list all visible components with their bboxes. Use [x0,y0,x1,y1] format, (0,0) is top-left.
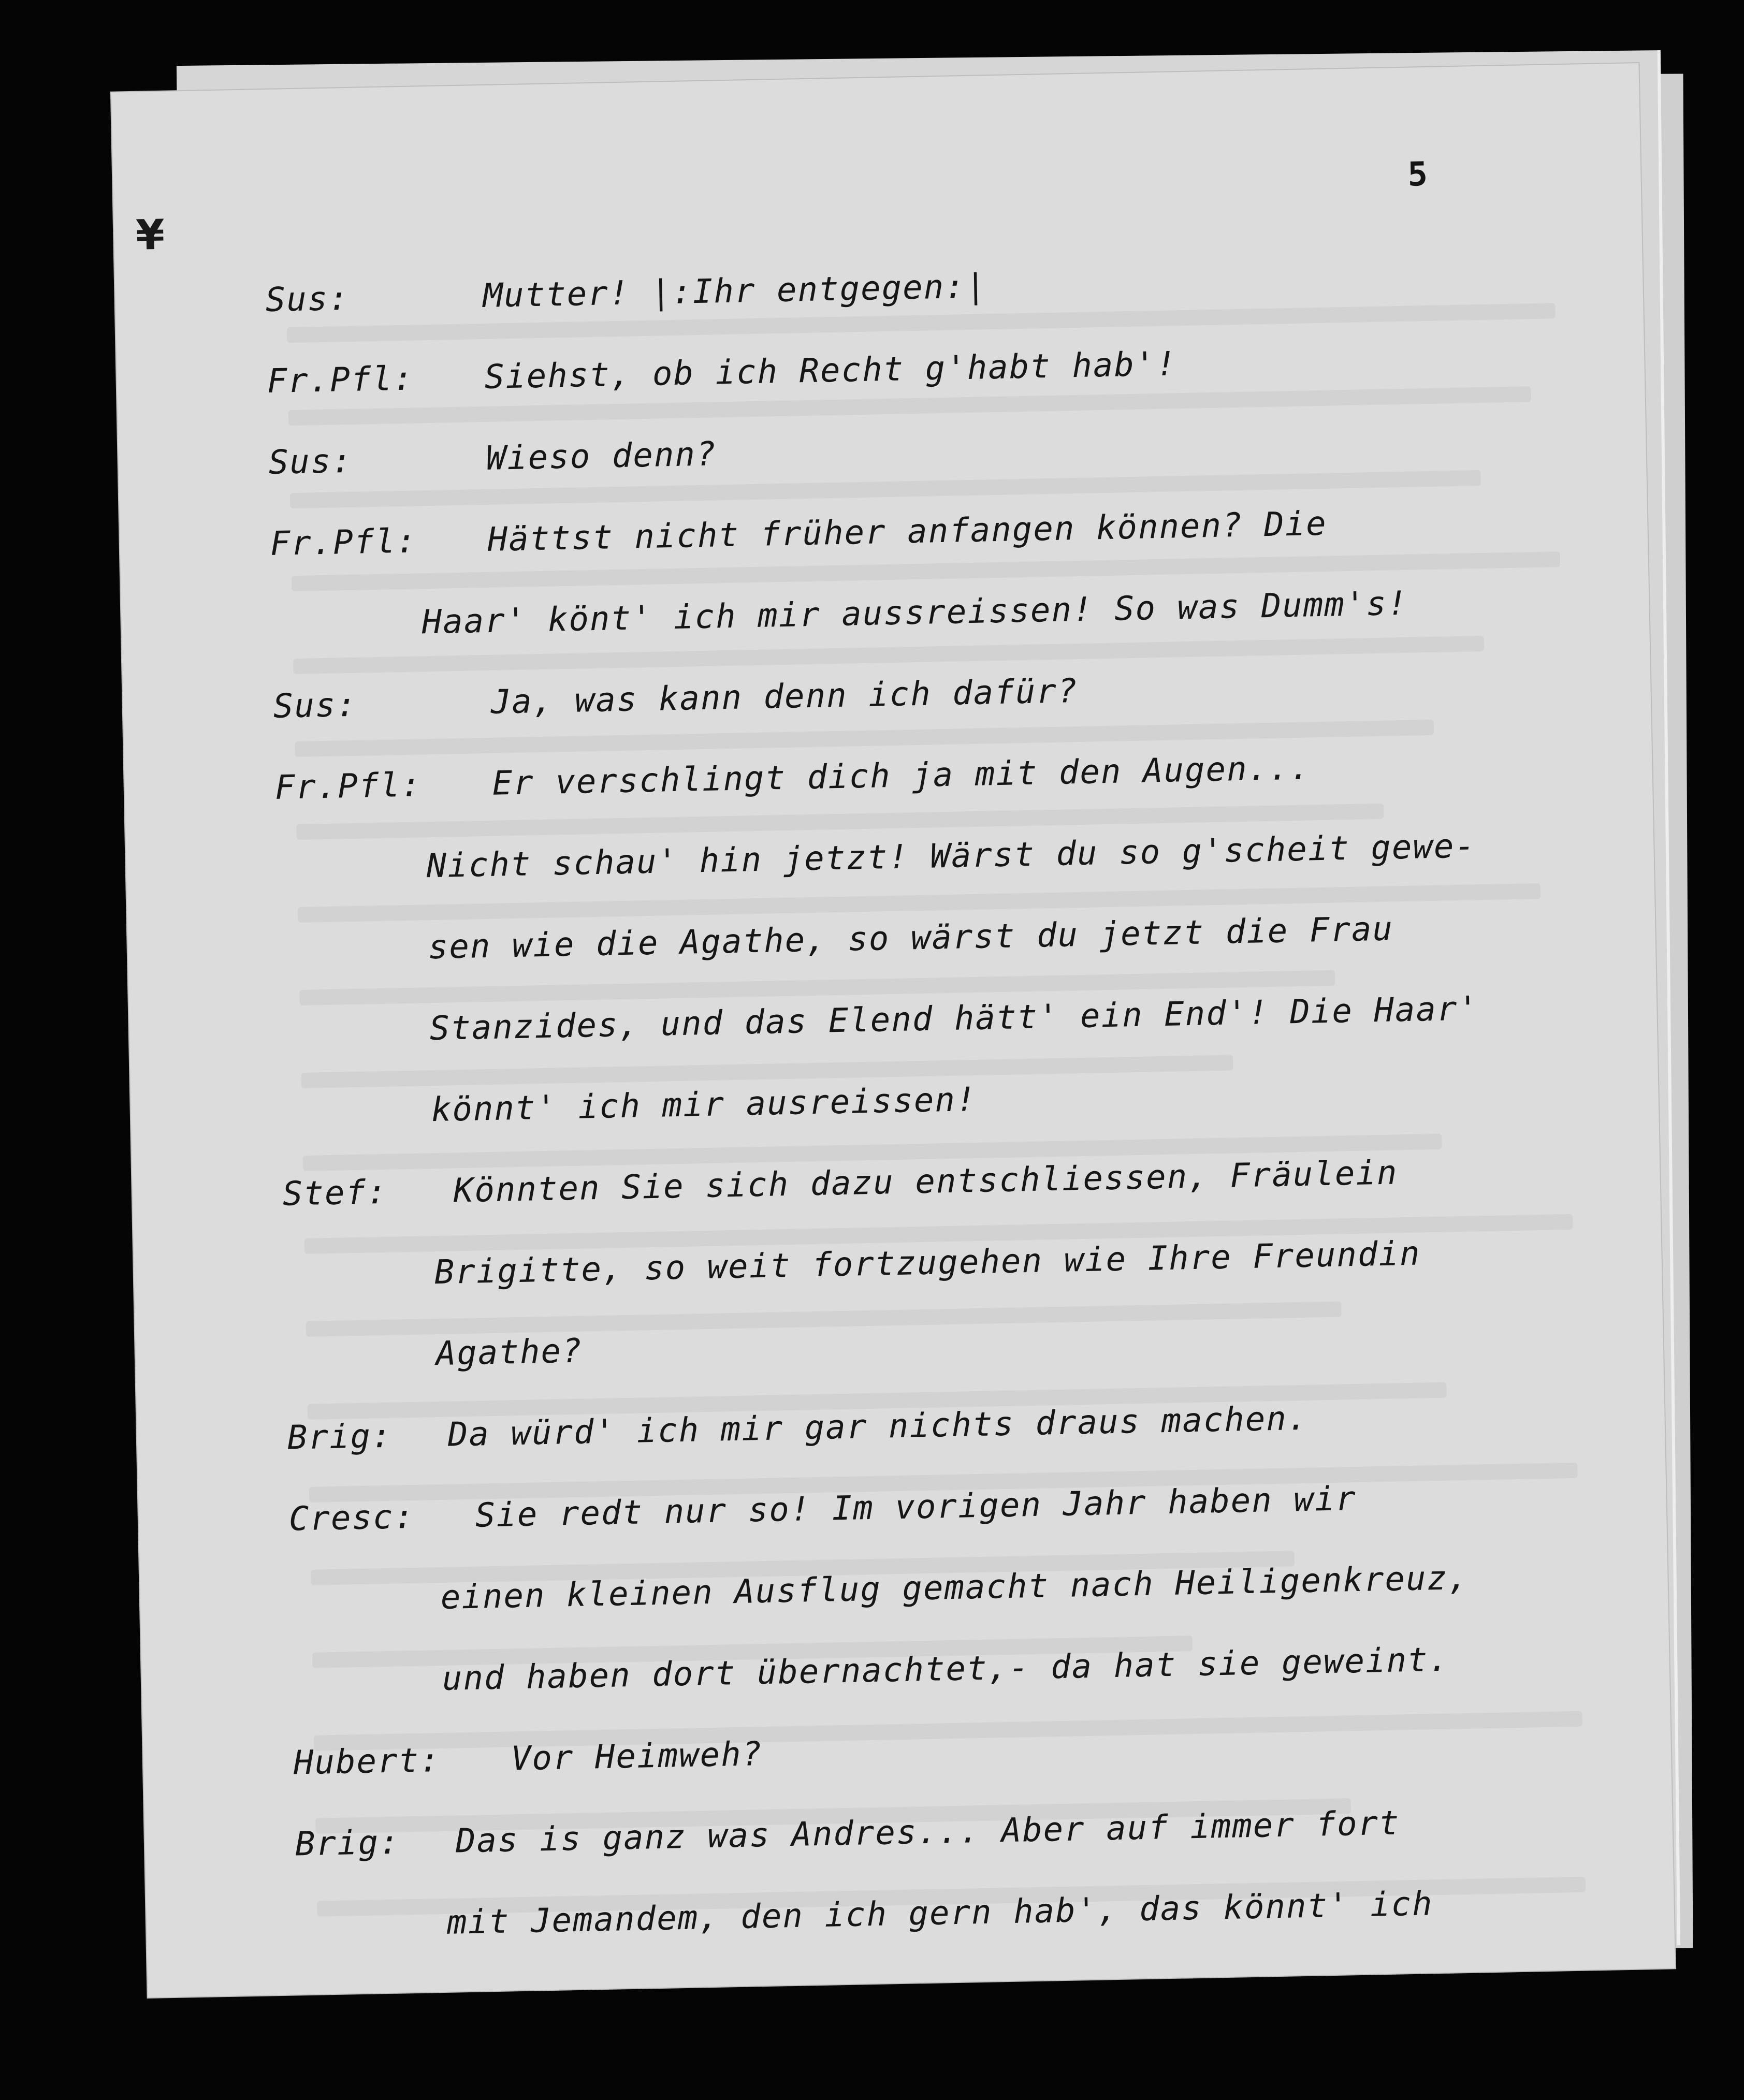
dialogue-text: Er verschlingt dich ja mit den Augen... [492,749,1311,803]
typescript-page [111,63,1675,1997]
speaker-label: Fr.Pfl: [270,522,418,563]
speaker-label: Cresc: [288,1497,415,1539]
dialogue-text: Wieso denn? [485,435,718,478]
dialogue-text: Vor Heimweh? [511,1735,763,1778]
dialogue-text: mit Jemandem, den ich gern hab', das könnt' ich [446,1885,1434,1942]
dialogue-text: Siehst, ob ich Recht g'habt hab'! [484,345,1178,397]
dialogue-text: Haar' könt' ich mir aussreissen! So was Dumm's! [422,584,1409,642]
dialogue-text: könnt' ich mir ausreissen! [431,1080,978,1130]
dialogue-text: Ja, was kann denn ich dafür? [490,672,1079,722]
dialogue-text: Könnten Sie sich dazu entschliessen, Fräulein [453,1154,1399,1211]
dialogue-text: sen wie die Agathe, so wärst du jetzt die Frau [428,910,1394,967]
speaker-label: Brig: [295,1823,401,1864]
speaker-label: Brig: [287,1417,393,1457]
script-body [265,256,1623,1988]
dialogue-text: und haben dort übernachtet,- da hat sie geweint. [442,1640,1450,1698]
dialogue-text: Agathe? [435,1332,584,1374]
speaker-label: Sus: [265,279,350,320]
speaker-label: Hubert: [293,1741,441,1783]
speaker-label: Sus: [273,686,358,726]
dialogue-text: Stanzides, und das Elend hätt' ein End'! Die Haar' [429,989,1479,1048]
speaker-label: Fr.Pfl: [267,359,415,401]
margin-mark: ¥ [135,210,165,259]
dialogue-text: Brigitte, so weit fortzugehen wie Ihre Freundin [434,1234,1421,1292]
dialogue-text: Mutter! |:Ihr entgegen:| [482,267,987,315]
speaker-label: Fr.Pfl: [274,766,423,807]
speaker-label: Sus: [268,442,353,482]
dialogue-text: Das is ganz was Andres... Aber auf immer fort [455,1804,1401,1861]
dialogue-text: Da würd' ich mir gar nichts draus machen. [447,1399,1309,1454]
page-number: 5 [1407,155,1428,194]
dialogue-text: Hättst nicht früher anfangen können? Die [487,504,1328,559]
dialogue-text: Nicht schau' hin jetzt! Wärst du so g'scheit gewe- [426,827,1476,886]
dialogue-text: einen kleinen Ausflug gemacht nach Heiligenkreuz, [440,1558,1470,1617]
dialogue-text: Sie redt nur so! Im vorigen Jahr haben wir [475,1479,1357,1535]
speaker-label: Stef: [282,1173,388,1214]
